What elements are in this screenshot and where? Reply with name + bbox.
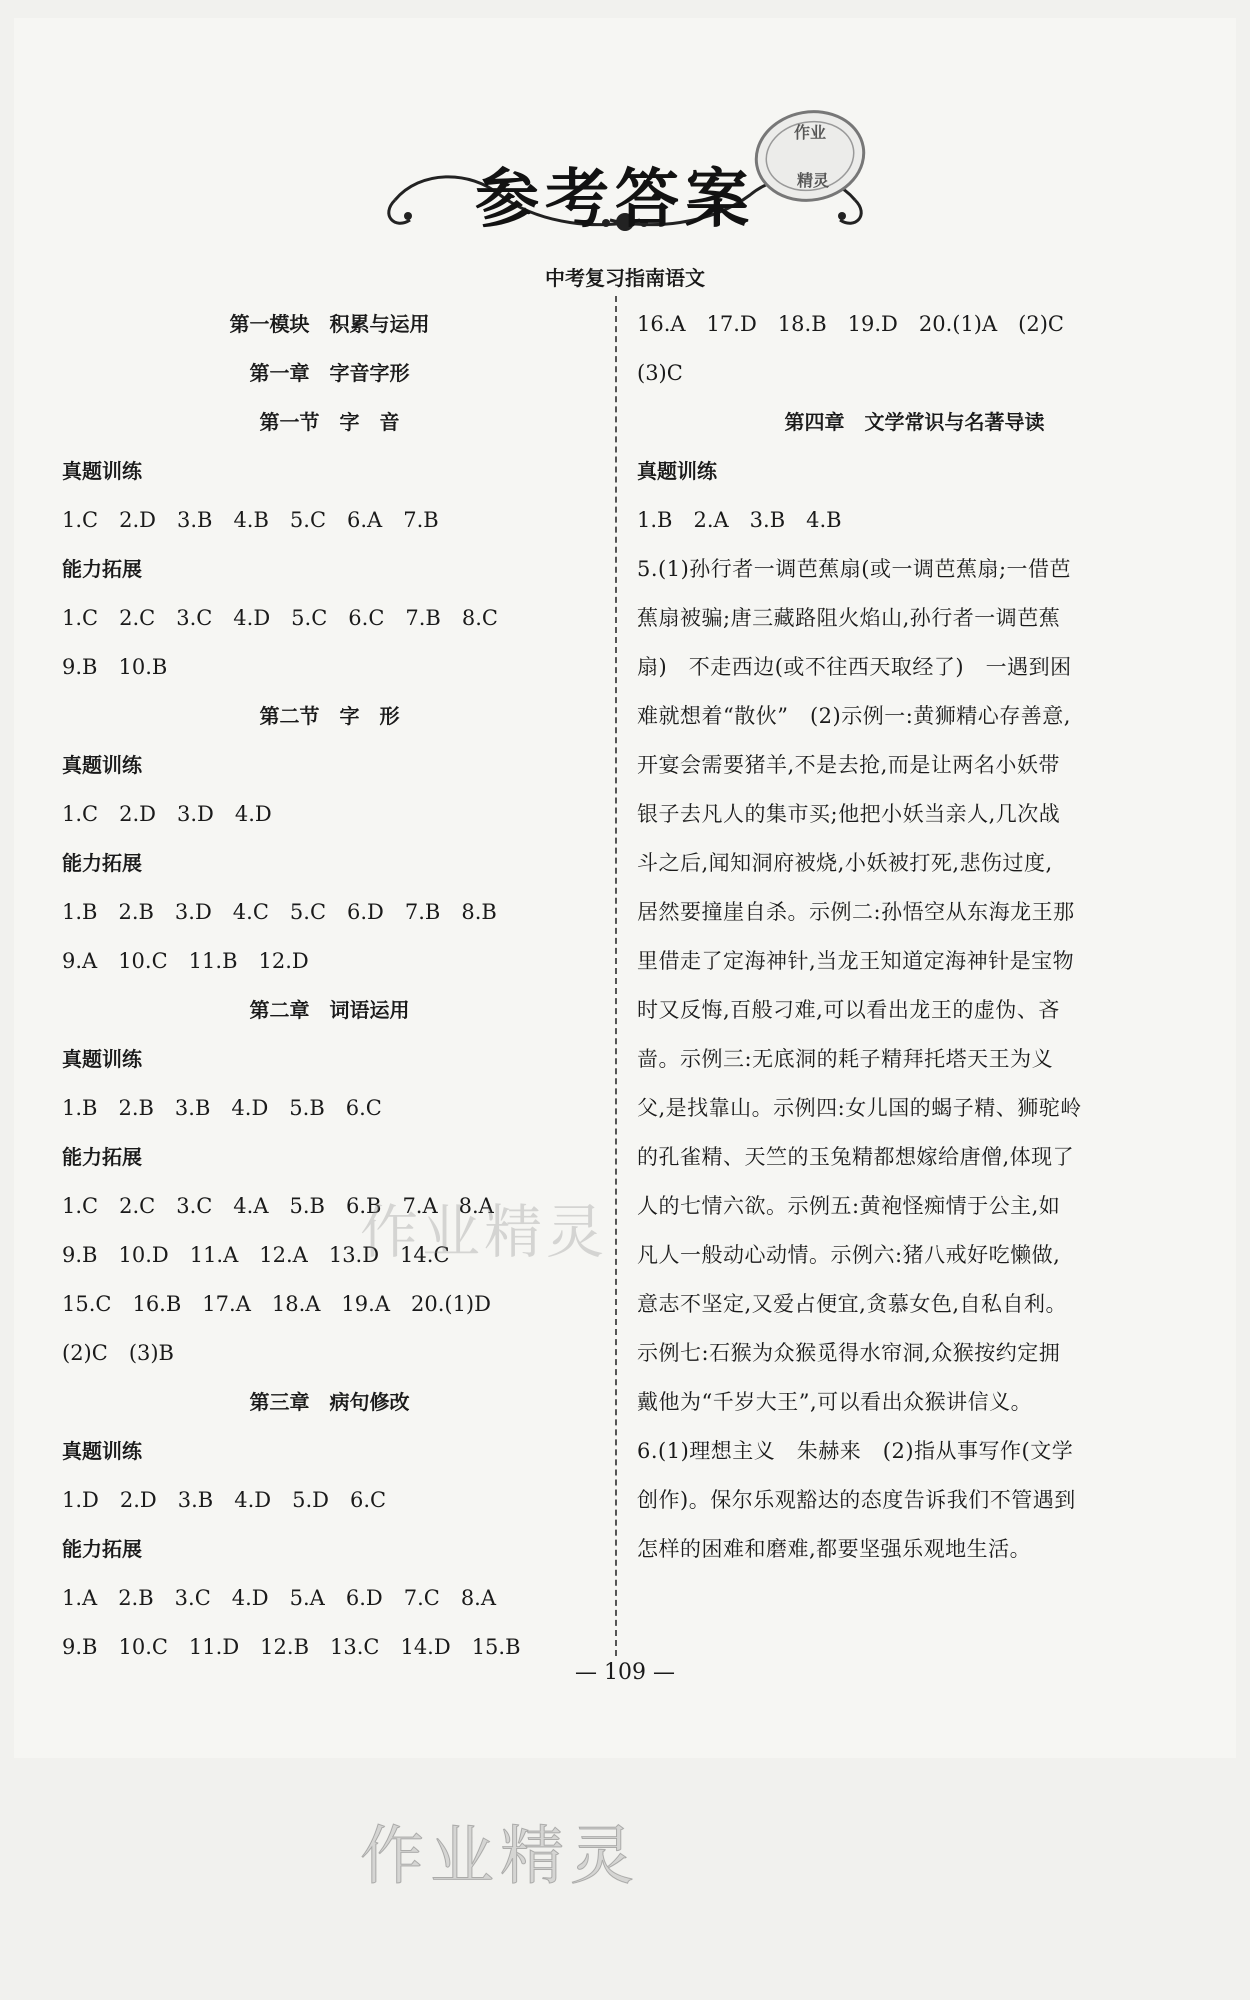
answer-line: (3)C: [637, 361, 683, 385]
answer-paragraph-line: 啬。示例三:无底洞的耗子精拜托塔天王为义: [637, 1047, 1054, 1071]
answer-line: 1.C 2.D 3.B 4.B 5.C 6.A 7.B: [62, 508, 439, 532]
watermark-bottom: 作业精灵: [360, 1820, 640, 1894]
subsection-label: 真题训练: [637, 459, 717, 483]
page-title: 参考答案: [475, 162, 755, 237]
subsection-label: 能力拓展: [62, 1145, 142, 1169]
answer-paragraph-line: 怎样的困难和磨难,都要坚强乐观地生活。: [637, 1537, 1032, 1561]
section-heading: 第一章 字音字形: [249, 361, 410, 385]
answer-paragraph-line: 里借走了定海神针,当龙王知道定海神针是宝物: [637, 949, 1075, 973]
answer-line: 15.C 16.B 17.A 18.A 19.A 20.(1)D: [62, 1292, 491, 1316]
answer-line: 1.A 2.B 3.C 4.D 5.A 6.D 7.C 8.A: [62, 1586, 497, 1610]
answer-paragraph-line: 5.(1)孙行者一调芭蕉扇(或一调芭蕉扇;一借芭: [637, 557, 1072, 581]
answer-paragraph-line: 示例七:石猴为众猴觅得水帘洞,众猴按约定拥: [637, 1341, 1061, 1365]
answer-paragraph-line: 父,是找靠山。示例四:女儿国的蝎子精、狮驼岭: [637, 1096, 1082, 1120]
answer-line: 1.C 2.D 3.D 4.D: [62, 802, 272, 826]
subsection-label: 真题训练: [62, 1439, 142, 1463]
stamp-bottom-text: 精灵: [797, 171, 830, 190]
right-column: [637, 300, 1192, 1574]
answer-line: 9.B 10.C 11.D 12.B 13.C 14.D 15.B: [62, 1635, 521, 1659]
answer-line: 9.A 10.C 11.B 12.D: [62, 949, 309, 973]
answer-line: 1.B 2.B 3.B 4.D 5.B 6.C: [62, 1096, 382, 1120]
answer-paragraph-line: 人的七情六欲。示例五:黄袍怪痴情于公主,如: [637, 1194, 1061, 1218]
answer-paragraph-line: 扇) 不走西边(或不往西天取经了) 一遇到困: [637, 655, 1072, 679]
answer-line: 9.B 10.D 11.A 12.A 13.D 14.C: [62, 1243, 450, 1267]
answer-paragraph-line: 意志不坚定,又爱占便宜,贪慕女色,自私自利。: [637, 1292, 1068, 1316]
answer-paragraph-line: 时又反悔,百般刁难,可以看出龙王的虚伪、吝: [637, 998, 1060, 1022]
answer-paragraph-line: 6.(1)理想主义 朱赫来 (2)指从事写作(文学: [637, 1439, 1074, 1463]
answer-line: 1.C 2.C 3.C 4.A 5.B 6.B 7.A 8.A: [62, 1194, 494, 1218]
answer-paragraph-line: 创作)。保尔乐观豁达的态度告诉我们不管遇到: [637, 1488, 1076, 1512]
answer-paragraph-line: 难就想着“散伙” (2)示例一:黄狮精心存善意,: [637, 704, 1071, 728]
section-heading: 第二节 字 形: [259, 704, 400, 728]
subsection-label: 能力拓展: [62, 557, 142, 581]
answer-paragraph-line: 凡人一般动心动情。示例六:猪八戒好吃懒做,: [637, 1243, 1061, 1267]
column-divider: [615, 296, 617, 1656]
answer-paragraph-line: 的孔雀精、天竺的玉兔精都想嫁给唐僧,体现了: [637, 1145, 1075, 1169]
answer-paragraph-line: 斗之后,闻知洞府被烧,小妖被打死,悲伤过度,: [637, 851, 1053, 875]
answer-paragraph-line: 居然要撞崖自杀。示例二:孙悟空从东海龙王那: [637, 900, 1075, 924]
section-heading: 第四章 文学常识与名著导读: [784, 410, 1045, 434]
answer-line: 9.B 10.B: [62, 655, 168, 679]
answer-line: 1.B 2.B 3.D 4.C 5.C 6.D 7.B 8.B: [62, 900, 497, 924]
stamp-logo: [752, 104, 872, 214]
subsection-label: 真题训练: [62, 1047, 142, 1071]
answer-paragraph-line: 蕉扇被骗;唐三藏路阻火焰山,孙行者一调芭蕉: [637, 606, 1061, 630]
book-subtitle: 中考复习指南语文: [545, 266, 705, 290]
answer-paragraph-line: 银子去凡人的集市买;他把小妖当亲人,几次战: [637, 802, 1061, 826]
answer-paragraph-line: 开宴会需要猪羊,不是去抢,而是让两名小妖带: [637, 753, 1060, 777]
subsection-label: 真题训练: [62, 753, 142, 777]
section-heading: 第一节 字 音: [259, 410, 400, 434]
stamp-top-text: 作业: [794, 123, 827, 142]
answer-line: 1.B 2.A 3.B 4.B: [637, 508, 842, 532]
subsection-label: 能力拓展: [62, 851, 142, 875]
watermark-mid: 作业精灵: [360, 1198, 609, 1266]
section-heading: 第三章 病句修改: [249, 1390, 410, 1414]
answer-line: 1.C 2.C 3.C 4.D 5.C 6.C 7.B 8.C: [62, 606, 498, 630]
section-heading: 第一模块 积累与运用: [229, 312, 430, 336]
answer-paragraph-line: 戴他为“千岁大王”,可以看出众猴讲信义。: [637, 1390, 1033, 1414]
subsection-label: 真题训练: [62, 459, 142, 483]
answer-line: 16.A 17.D 18.B 19.D 20.(1)A (2)C: [637, 312, 1064, 336]
answer-line: (2)C (3)B: [62, 1341, 174, 1365]
left-column: [62, 300, 597, 1672]
answer-line: 1.D 2.D 3.B 4.D 5.D 6.C: [62, 1488, 387, 1512]
page-number: — 109 —: [575, 1660, 675, 1685]
section-heading: 第二章 词语运用: [249, 998, 410, 1022]
subsection-label: 能力拓展: [62, 1537, 142, 1561]
